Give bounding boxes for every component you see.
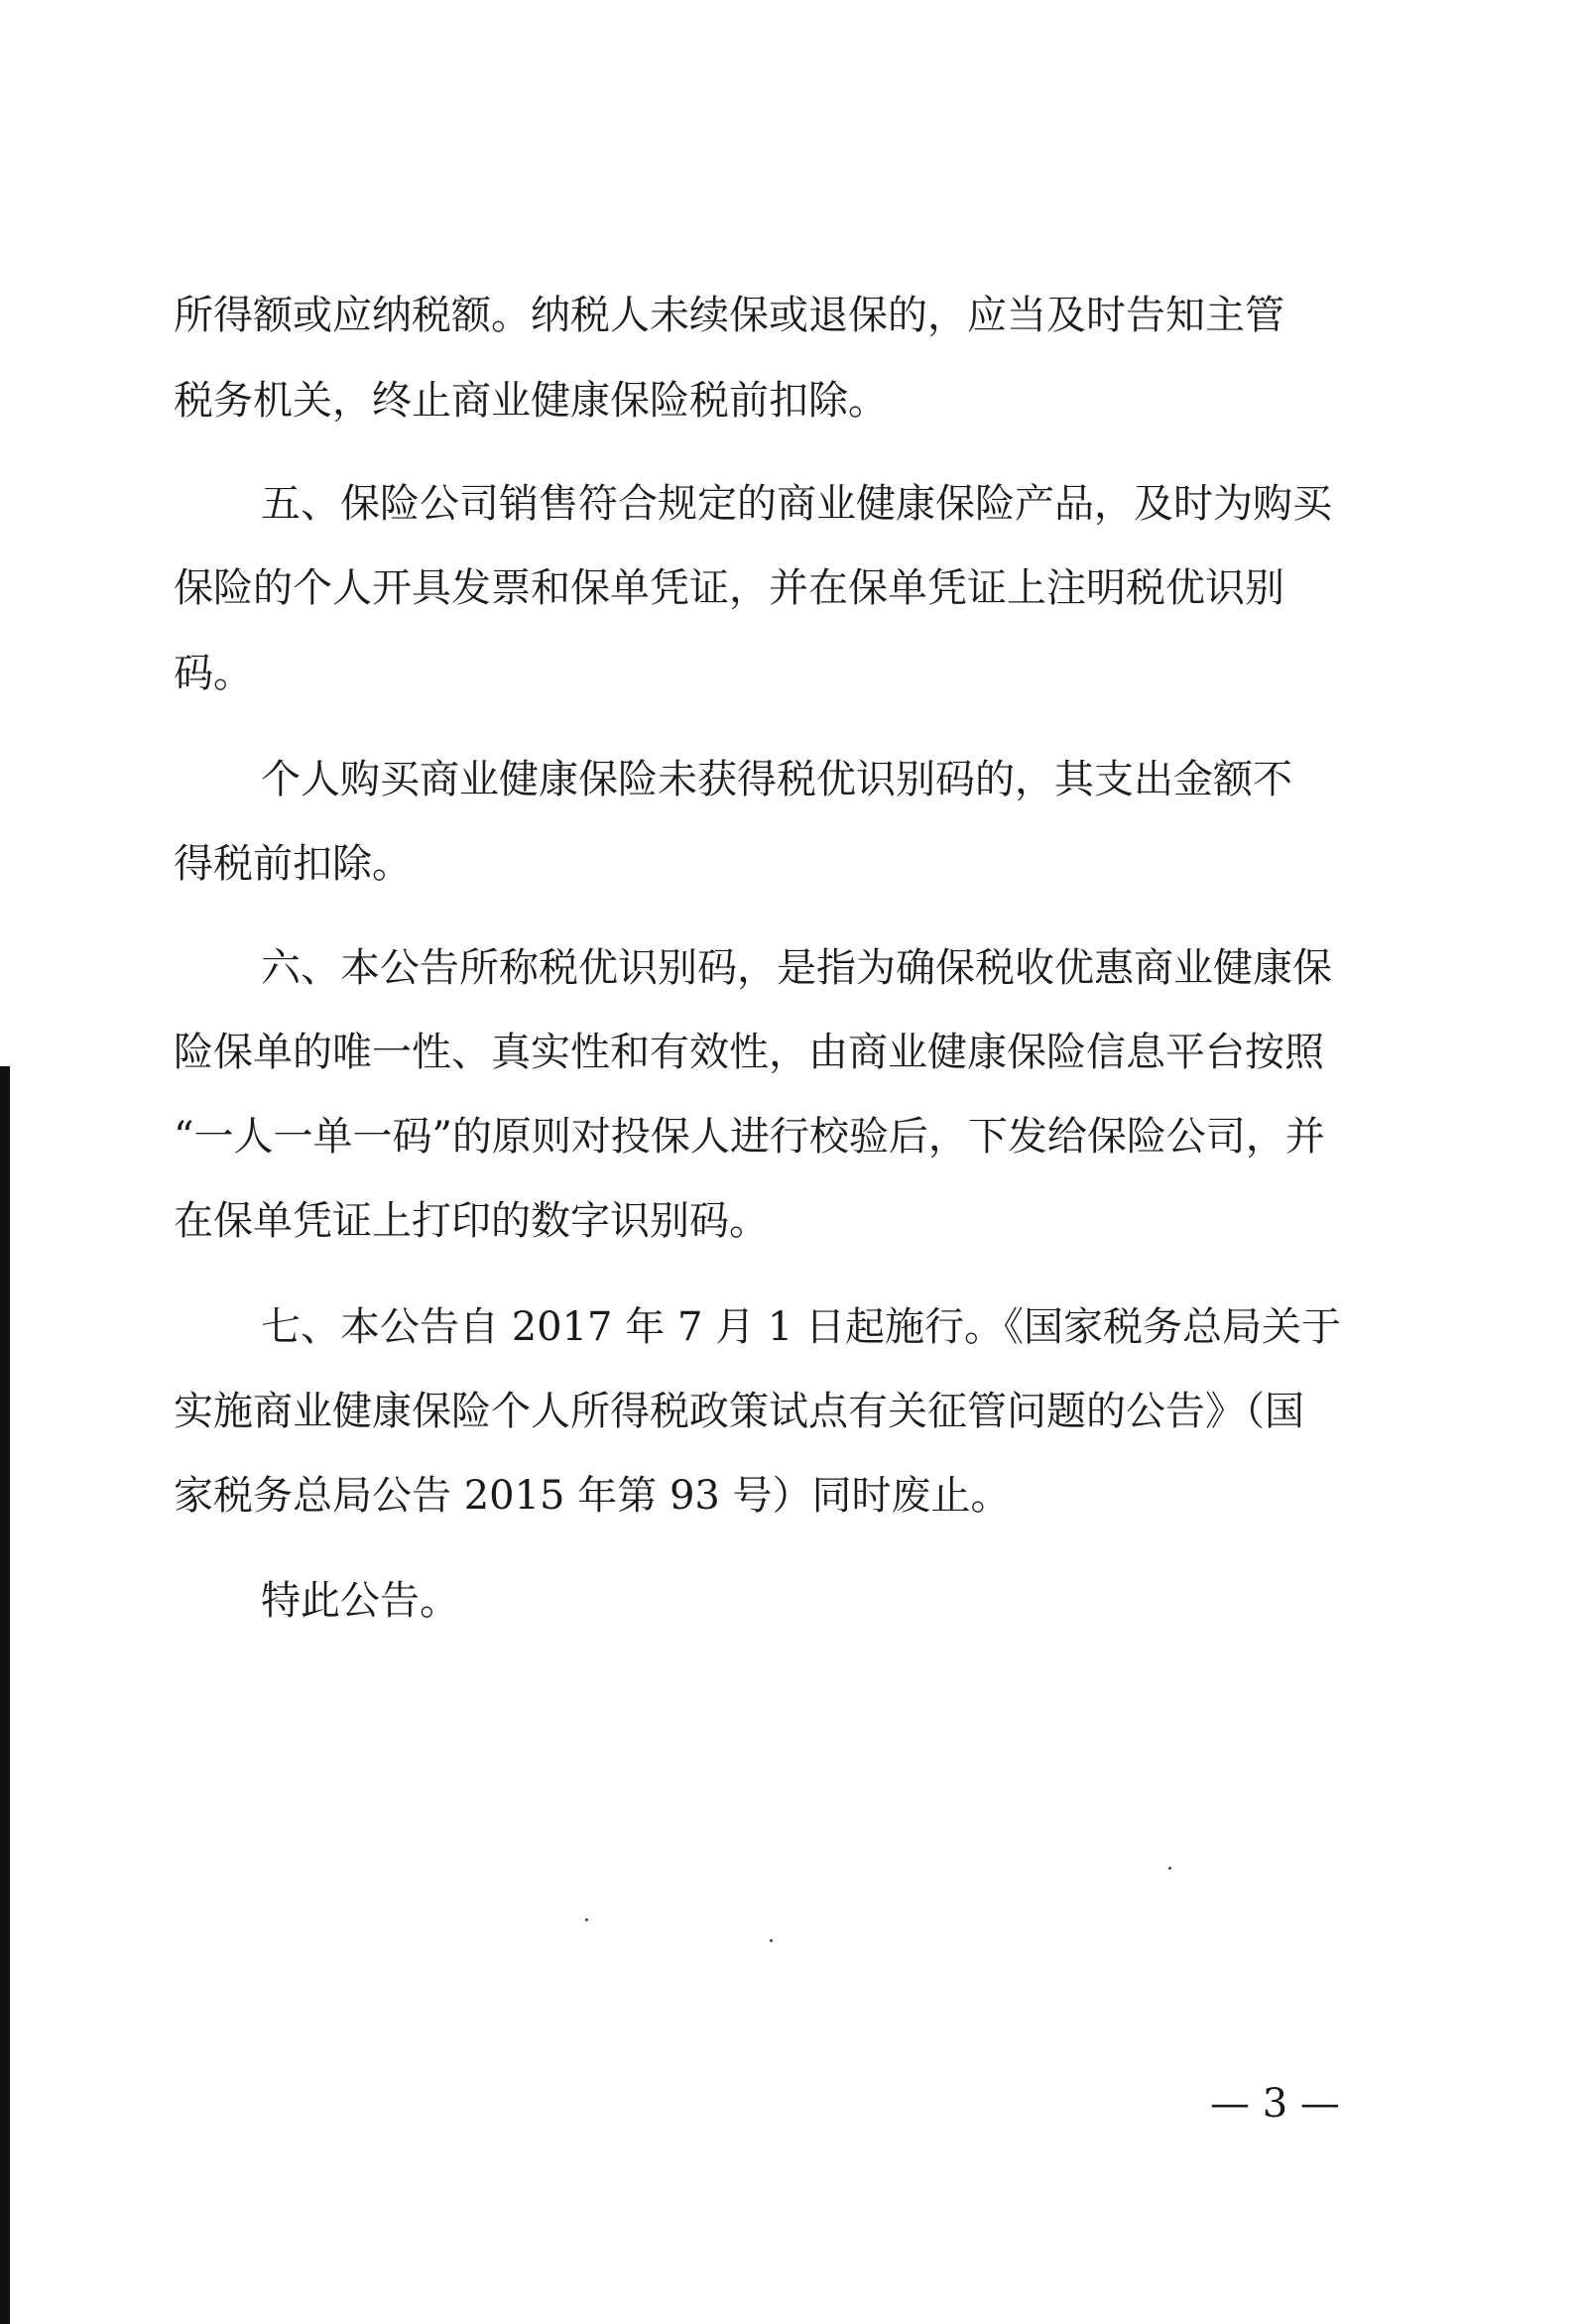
text-line: 保险的个人开具发票和保单凭证，并在保单凭证上注明税优识别	[174, 565, 1284, 611]
text-line: 实施商业健康保险个人所得税政策试点有关征管问题的公告》（国	[174, 1389, 1304, 1434]
text-line: 在保单凭证上打印的数字识别码。	[174, 1198, 769, 1244]
text-line: 税务机关，终止商业健康保险税前扣除。	[174, 378, 888, 424]
text-line: 码。	[174, 651, 253, 696]
text-line: 得税前扣除。	[174, 841, 412, 887]
text-line: 特此公告。	[261, 1578, 459, 1624]
text-line: 个人购买商业健康保险未获得税优识别码的，其支出金额不	[261, 757, 1292, 802]
scan-edge-shadow	[0, 1066, 10, 2324]
text-line: 所得额或应纳税额。纳税人未续保或退保的，应当及时告知主管	[174, 293, 1284, 338]
scan-speck	[585, 1918, 588, 1921]
text-line: 五、保险公司销售符合规定的商业健康保险产品，及时为购买	[261, 481, 1332, 527]
text-line: 六、本公告所称税优识别码，是指为确保税收优惠商业健康保	[261, 945, 1332, 991]
text-line: “一人一单一码”的原则对投保人进行校验后，下发给保险公司，并	[174, 1114, 1325, 1160]
page-number: — 3 —	[1210, 2081, 1340, 2127]
text-line: 家税务总局公告 2015 年第 93 号）同时废止。	[174, 1473, 1011, 1519]
scan-speck	[1168, 1867, 1171, 1870]
scan-speck	[770, 1939, 773, 1942]
text-line: 险保单的唯一性、真实性和有效性，由商业健康保险信息平台按照	[174, 1030, 1324, 1075]
text-line: 七、本公告自 2017 年 7 月 1 日起施行。《国家税务总局关于	[261, 1304, 1341, 1350]
